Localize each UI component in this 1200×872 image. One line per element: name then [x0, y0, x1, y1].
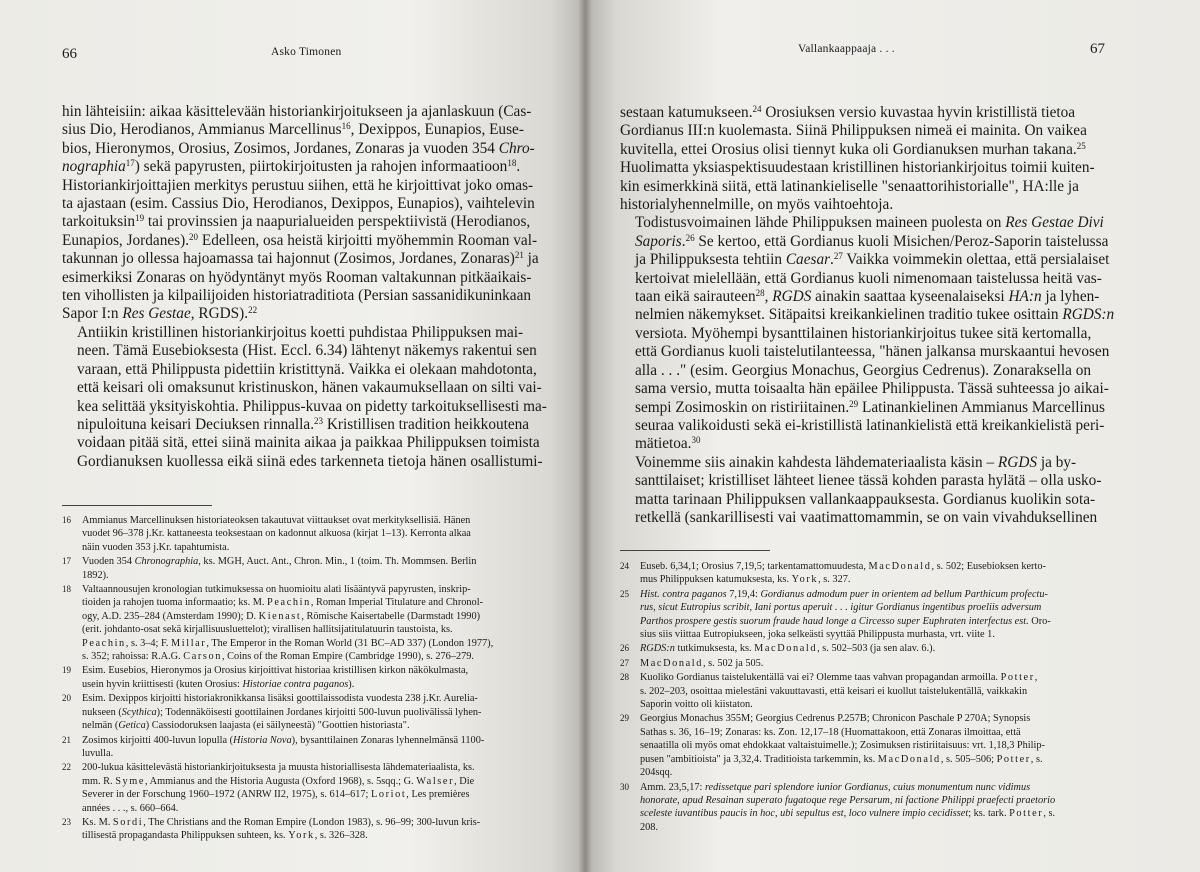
footnote [62, 816, 557, 843]
footnote-number: 24 [620, 561, 629, 571]
text-line: kertoivat mielellään, että Gordianus kuoli nimenomaan taistelussa heitä vas- [635, 269, 1102, 287]
footnote-line: Parthos prospere gestis suorum fraude haud longe a Circesso super Euphraten interfectus est. Oro- [640, 615, 1051, 627]
text-line: takunnan jo ollessa hajoamassa tai hajonnut (Zosimos, Jordanes, Zonaras)$^{21}$ ja [62, 250, 539, 268]
text-line: esimerkiksi Zonaras on hyödyntänyt myös Rooman valtakunnan pitkäaikais- [62, 268, 532, 286]
text-line: että keisari oli omaksunut kristinuskon, hänen vakaumuksellaan on silti vai- [77, 379, 542, 397]
footnote [62, 761, 557, 815]
footnote-number: 25 [620, 588, 629, 599]
text-line: mätietoa.$^{30}$ [635, 435, 701, 453]
text-line: ten vihollisten ja kilpailijoiden historiatraditiota (Persian sassanidikuninkaan [62, 287, 532, 305]
footnote-line: sceleste iuvantibus paucis in hoc, ubi sepultus est, loco vulnere impio cecidisset; ks. tark. Potter, s. [640, 808, 1056, 820]
footnote-number: 22 [62, 762, 71, 773]
text-line: seuraa valikoidusti sekä ei-kristillistä latinankielistä että kreikankielistä peri- [635, 416, 1105, 434]
footnote-line: 1892). [82, 569, 109, 581]
footnote [62, 734, 557, 761]
text-line: ta ajastaan (esim. Cassius Dio, Herodianos, Dexippos, Eunapios), vaihtelevin [62, 195, 535, 213]
footnote-number: 28 [620, 672, 629, 683]
footnote-line: sius siis viittaa Eutropiukseen, joka selkeästi syyttää Philippusta murhasta, vrt. viite 1. [640, 629, 995, 641]
footnote [62, 692, 557, 732]
text-line: versiota. Myöhempi bysanttilainen historiankirjoitus tukee sitä kertomalla, [635, 324, 1092, 342]
footnote-line: (erit. johdanto-osat sekä kirjallisuusluettelot); virallisen hallitsijatitulatuurin taustoista, ks. [82, 624, 453, 636]
page-number: 66 [62, 46, 77, 62]
paragraph [62, 103, 552, 324]
text-line: santtilaiset; kristilliset lähteet lienee tässä kohden parasta hylätä – olla usko- [635, 472, 1102, 490]
text-line: nipuloituna keisari Deciuksen rinnalla.$^{23}$ Kristillisen tradition heikkoutena [77, 415, 530, 433]
text-line: Antiikin kristillinen historiankirjoitus koetti puhdistaa Philippuksen mai- [77, 323, 524, 341]
footnote-line: Saporin voitto oli kiistaton. [640, 699, 753, 711]
footnote-line: Severer in der Forschung 1960–1972 (ANRW II2, 1975), s. 614–617; Loriot, Les premières [82, 789, 470, 801]
footnote-line: 204sqq. [640, 767, 673, 779]
footnote-line: mm. R. Syme, Ammianus and the Historia Augusta (Oxford 1968), s. 5sqq.; G. Walser, Die [82, 775, 475, 787]
text-line: hin lähteisiin: aikaa käsittelevään historiankirjoitukseen ja ajanlaskuun (Cas- [62, 103, 532, 120]
text-line: nelmien näkemykset. Sitäpaitsi kreikankielinen traditio tukee osittain RGDS:n [635, 306, 1115, 324]
paragraph [62, 324, 552, 471]
footnote-line: nelmän (Getica) Cassiodoruksen laajasta (ei säilyneestä) "Goottien historiasta". [82, 720, 410, 732]
footnote-line: Amm. 23,5,17: redissetque pari splendore iunior Gordianus, cuius monumentum nunc vidimus [640, 781, 1031, 793]
footnote-rule [62, 505, 212, 506]
footnote-line: nukseen (Scythica); Todennäköisesti goottilainen Jordanes kirjoitti 500-luvun puolivälissä lyhen- [82, 706, 482, 718]
footnote-line: Kuoliko Gordianus taistelukentällä vai ei? Olemme taas vahvan propagandan armoilla. Potter, [640, 672, 1038, 684]
footnote-line: RGDS:n tutkimuksesta, ks. MacDonald, s. 502–503 (ja sen alav. 6.). [640, 643, 936, 655]
footnote-line: Georgius Monachus 355M; Georgius Cedrenus P.257B; Chronicon Paschale P 270A; Synopsis [640, 713, 1031, 725]
footnote-number: 21 [62, 734, 71, 745]
text-line: matta tarinaan Philippuksen vallankaappauksesta. Gordianus kuolikin sota- [635, 490, 1096, 508]
footnote-number: 17 [62, 556, 71, 567]
footnote-line: 208. [640, 821, 659, 833]
footnote [620, 588, 1125, 642]
footnote [620, 642, 1125, 655]
footnote [620, 712, 1125, 779]
footnote-line: années . . ., s. 660–664. [82, 802, 179, 814]
text-line: voidaan pitää sitä, ettei siinä mainita aikaa ja paikkaa Philippuksen toimista [77, 434, 540, 452]
text-line: kea selittää yksityiskohtia. Philippus-kuvaa on pidetty tarkoituksellisesti ma- [77, 397, 547, 415]
footnote-line: Esim. Eusebios, Hieronymos ja Orosius kirjoittivat historiaa kristillisen kirkon näkökulmasta, [82, 665, 469, 677]
footnote-number: 26 [620, 643, 629, 654]
footnote-line: mus Philippuksen katumuksesta, ks. York, s. 327. [640, 574, 851, 586]
footnote-line: pusen "ambitioista" ja 3,32,4. Traditioista tarkemmin, ks. MacDonald, s. 505–506; Potter, s. [640, 753, 1043, 765]
footnotes [62, 514, 557, 844]
footnote-line: Peachin, s. 3–4; F. Millar, The Emperor in the Roman World (31 BC–AD 337) (London 1977), [82, 637, 494, 649]
footnote-rule [620, 550, 770, 551]
footnote-number: 23 [62, 816, 71, 827]
text-line: sestaan katumukseen.$^{24}$ Orosiuksen versio kuvastaa hyvin kristillistä tietoa [620, 104, 1076, 121]
footnote-line: ogy, A.D. 235–284 (Amsterdam 1990); D. Kienast, Römische Kaisertabelle (Darmstadt 1990) [82, 610, 481, 622]
text-line: neen. Tämä Eusebioksesta (Hist. Eccl. 6.34) lähtenyt näkemys rakentui sen [77, 342, 537, 360]
text-line: tarkoituksin$^{19}$ tai provinssien ja naapurialueiden perspektiivistä (Herodianos, [62, 213, 531, 231]
footnote [62, 664, 557, 691]
text-line: retkellä (sankarillisesti vai vaatimattomammin, se on vain vivahduksellinen [635, 508, 1098, 526]
body-text [620, 104, 1120, 527]
text-line: Huolimatta yksiaspektisuudestaan kristillinen historiankirjoitus toimii kuiten- [620, 159, 1095, 177]
footnote [62, 583, 557, 663]
footnote [62, 514, 557, 554]
footnote [620, 560, 1125, 587]
paragraph [620, 214, 1120, 453]
text-line: alla . . ." (esim. Georgius Monachus, Georgius Cedrenus). Zonaraksella on [635, 361, 1091, 379]
footnote-line: tillisestä propagandasta Philippuksen suhteen, ks. York, s. 326–328. [82, 830, 368, 842]
text-line: Historiankirjoittajien merkitys perustuu siihen, että he kirjoittivat joko omas- [62, 176, 534, 194]
footnote-number: 19 [62, 665, 71, 676]
footnote [620, 671, 1125, 711]
footnote-line: s. 202–203, osoittaa mielestäni vakuuttavasti, että keisari ei kuollut taistelukentällä, vaikkakin [640, 685, 1028, 697]
text-line: sius Dio, Herodianos, Ammianus Marcellinus$^{16}$, Dexippos, Eunapios, Euse- [62, 121, 524, 139]
footnote-line: Valtaannousujen kronologian tutkimuksessa on huomioitu alati lisääntyvä papyrusten, inskrip- [82, 584, 471, 596]
book-gutter [578, 0, 592, 872]
body-text [62, 103, 552, 471]
paragraph [620, 104, 1120, 214]
footnote-line: tioiden ja rahojen tuoma informaatio; ks. M. Peachin, Roman Imperial Titulature and Chronol- [82, 597, 483, 609]
text-line: Saporis.$^{26}$ Se kertoo, että Gordianus kuoli Misichen/Peroz-Saporin taistelussa [635, 232, 1109, 250]
footnote-number: 16 [62, 515, 71, 525]
left-page [0, 0, 585, 872]
text-line: Sapor I:n Res Gestae, RGDS).$^{22}$ [62, 305, 258, 323]
text-line: että Gordianus kuoli taistelutilanteessa, "hänen jalkansa murskaantui hevosen [635, 343, 1110, 361]
text-line: Eunapios, Jordanes).$^{20}$ Edelleen, osa heistä kirjoitti myöhemmin Rooman val- [62, 231, 538, 249]
footnote-line: Vuoden 354 Chronographia, ks. MGH, Auct. Ant., Chron. Min., 1 (toim. Th. Mommsen. Berlin [82, 556, 477, 568]
text-line: Voinemme siis ainakin kahdesta lähdemateriaalista käsin – RGDS ja by- [635, 453, 1077, 471]
footnote-line: 200-lukua käsittelevästä historiankirjoituksesta ja muusta historiallisesta lähdemateriaalista, ks. [82, 762, 475, 774]
footnote [620, 781, 1125, 835]
footnote-line: Hist. contra paganos 7,19,4: Gordianus admodum puer in orientem ad bellum Parthicum profectu- [640, 588, 1048, 600]
footnote-line: vuodet 96–378 j.Kr. kattaneesta teoksestaan on kadonnut alkuosa (kirjat 1–13). Kerronta alkaa [82, 528, 471, 540]
running-head: Asko Timonen [271, 46, 342, 58]
footnote-line: MacDonald, s. 502 ja 505. [640, 657, 764, 669]
text-line: taan eikä sairauteen$^{28}$, RGDS ainakin saattaa kyseenalaiseksi HA:n ja lyhen- [635, 288, 1100, 306]
page-number: 67 [1090, 41, 1105, 57]
footnote [620, 657, 1125, 670]
text-line: Gordianus III:n kuolemasta. Siinä Philippuksen nimeä ei mainita. On vaikea [620, 122, 1087, 140]
text-line: kuvitella, ettei Orosius olisi tiennyt kuka oli Gordianuksen murhan takana.$^{25}$ [620, 140, 1086, 158]
footnote-line: usein hyvin kriittisesti (kuten Orosius: Historiae contra paganos). [82, 678, 355, 690]
footnote-line: Ammianus Marcellinuksen historiateoksen takautuvat viittaukset ovat merkityksellisiä. Hänen [82, 515, 471, 526]
footnote-line: Zosimos kirjoitti 400-luvun lopulla (Historia Nova), bysanttilainen Zonaras lyhennelmänsä 1100- [82, 734, 485, 746]
text-line: nographia$^{17}$) sekä papyrusten, piirtokirjoitusten ja rahojen informaatioon$^{18}$. [62, 158, 521, 176]
footnote-line: Ks. M. Sordi, The Christians and the Roman Empire (London 1983), s. 96–99; 300-luvun kris- [82, 816, 481, 828]
footnote-line: Esim. Dexippos kirjoitti historiakronikkansa lisäksi goottilaissodista vuodesta 238 j.Kr. Aurelia- [82, 693, 478, 705]
footnote-line: honorate, apud Resainan superato fugatoque rege Persarum, ni factione Philippi praefecti praetorio [640, 794, 1056, 806]
footnote-number: 18 [62, 584, 71, 595]
footnote-line: senaatilla oli myös omat ehdokkaat valtaistuimelle.); Zosimuksen ristiriitaisuus: vrt. 1,18,3 Philip- [640, 740, 1045, 752]
footnote-line: Euseb. 6,34,1; Orosius 7,19,5; tarkentamattomuudesta, MacDonald, s. 502; Eusebioksen kerto- [640, 561, 1046, 572]
text-line: historialyhennelmille, on myös vaihtoehtoja. [620, 196, 894, 214]
footnote-line: näin vuoden 353 j.Kr. tapahtumista. [82, 541, 230, 553]
footnotes [620, 560, 1125, 835]
running-head: Vallankaappaaja . . . [798, 43, 895, 55]
text-line: sempi Zosimoskin on ristiriitainen.$^{29}$ Latinankielinen Ammianus Marcellinus [635, 398, 1105, 416]
footnote-line: luvulla. [82, 747, 114, 759]
paragraph [620, 454, 1120, 528]
right-page [585, 0, 1200, 872]
text-line: kin esimerkkinä siitä, että latinankieliselle "senaattorihistorialle", HA:lle ja [620, 177, 1079, 195]
text-line: ja Philippuksesta tehtiin Caesar.$^{27}$ Vaikka voimmekin olettaa, että persialaiset [635, 251, 1110, 269]
text-line: varaan, että Philippusta pidettiin kristittynä. Vaikka ei olekaan mahdotonta, [77, 360, 537, 378]
footnote-line: s. 352; rahoissa: R.A.G. Carson, Coins of the Roman Empire (Cambridge 1990), s. 276–279. [82, 651, 474, 663]
footnote [62, 555, 557, 582]
footnote-number: 29 [620, 713, 629, 724]
footnote-line: rus, sicut Eutropius scribit, Iani portus aperuit . . . igitur Gordianus ingentibus proeliis adversum [640, 602, 1042, 614]
footnote-line: Sathas s. 36, 16–19; Zonaras: ks. Zon. 12,17–18 (Huomattakoon, että Zonaras ilmoittaa, että [640, 726, 1021, 738]
text-line: Gordianuksen kuollessa eikä siinä edes tarkenneta tietoja hänen osallistumi- [77, 452, 543, 470]
footnote-number: 20 [62, 693, 71, 704]
footnote-number: 27 [620, 657, 629, 668]
footnote-number: 30 [620, 781, 629, 792]
text-line: Todistusvoimainen lähde Philippuksen maineen puolesta on Res Gestae Divi [635, 214, 1104, 232]
text-line: bios, Hieronymos, Orosius, Zosimos, Jordanes, Zonaras ja vuoden 354 Chro- [62, 139, 535, 157]
text-line: sama versio, mutta toisaalta hän epäilee Philippusta. Tässä suhteessa jo aikai- [635, 380, 1109, 398]
